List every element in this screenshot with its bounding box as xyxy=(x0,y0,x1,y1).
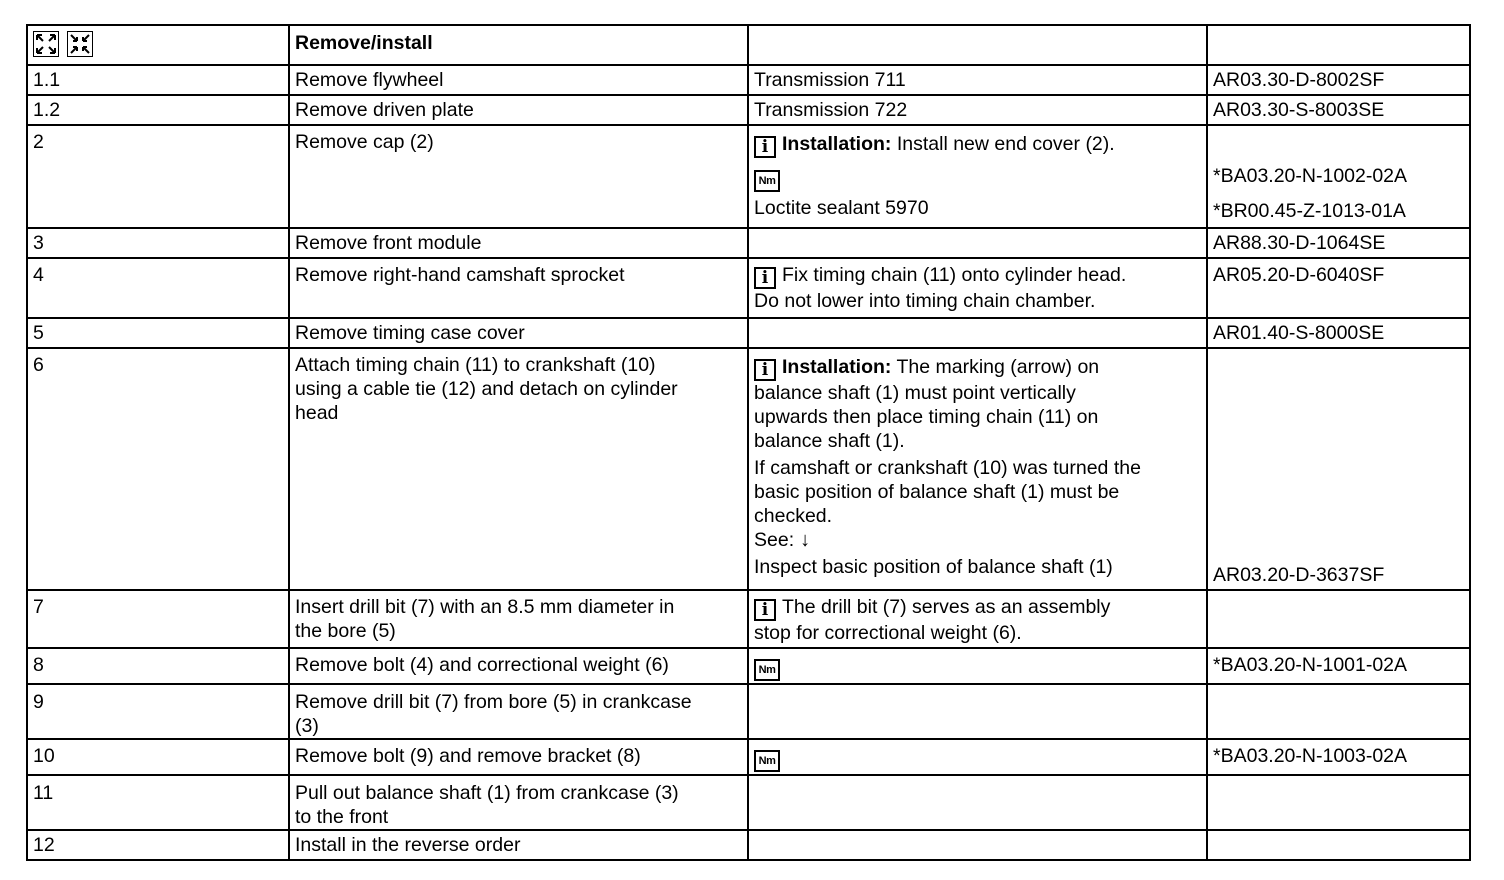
step-reference-cell xyxy=(1207,830,1470,860)
step-number: 7 xyxy=(27,590,289,648)
torque-nm-icon[interactable]: Nm xyxy=(754,170,780,192)
header-title: Remove/install xyxy=(289,25,748,65)
action-line: Pull out balance shaft (1) from crankcase (3) xyxy=(295,782,679,804)
step-note-cell xyxy=(748,258,1207,318)
table-row xyxy=(27,348,1470,590)
step-note xyxy=(748,318,1207,348)
step-reference-cell xyxy=(1207,775,1470,830)
info-icon: i xyxy=(754,267,776,289)
step-number: 6 xyxy=(27,348,289,590)
step-action: Remove front module xyxy=(289,228,748,258)
header-empty-cell xyxy=(748,25,1207,65)
header-empty-cell xyxy=(1207,25,1470,65)
table-row xyxy=(27,125,1470,228)
note-line: balance shaft (1) must point vertically xyxy=(754,382,1076,404)
note-line: checked. xyxy=(754,505,833,527)
step-reference-cell xyxy=(1207,590,1470,648)
step-note xyxy=(748,684,1207,739)
note-line: If camshaft or crankshaft (10) was turned the xyxy=(754,457,1141,479)
expand-icon[interactable] xyxy=(33,31,59,57)
step-action-cell xyxy=(289,775,748,830)
table-row xyxy=(27,775,1470,830)
note-line: stop for correctional weight (6). xyxy=(754,622,1022,644)
info-icon: i xyxy=(754,136,776,158)
step-action: Remove right-hand camshaft sprocket xyxy=(289,258,748,318)
step-reference-link[interactable]: AR03.20-D-3637SF xyxy=(1213,564,1385,586)
step-action: Remove timing case cover xyxy=(289,318,748,348)
step-action: Remove bolt (9) and remove bracket (8) xyxy=(289,739,748,775)
sealant-reference-link[interactable]: *BR00.45-Z-1013-01A xyxy=(1213,200,1406,222)
table-row xyxy=(27,648,1470,684)
step-note: Transmission 722 xyxy=(748,95,1207,125)
note-line: basic position of balance shaft (1) must be xyxy=(754,481,1120,503)
note-line: Do not lower into timing chain chamber. xyxy=(754,290,1096,312)
collapse-icon[interactable] xyxy=(67,31,93,57)
installation-label: Installation: xyxy=(782,133,892,155)
torque-reference-link[interactable]: *BA03.20-N-1002-02A xyxy=(1213,165,1408,187)
table-row xyxy=(27,830,1470,860)
action-line: Insert drill bit (7) with an 8.5 mm diameter in xyxy=(295,596,675,618)
step-note-cell xyxy=(748,739,1207,775)
note-line: balance shaft (1). xyxy=(754,430,905,452)
table-row xyxy=(27,318,1470,348)
note-line: The drill bit (7) serves as an assembly xyxy=(782,596,1111,618)
step-reference-cell xyxy=(1207,684,1470,739)
arrow-down-icon[interactable]: ↓ xyxy=(800,529,811,551)
step-reference-cell xyxy=(1207,348,1470,590)
step-action: Install in the reverse order xyxy=(289,830,748,860)
torque-nm-icon[interactable]: Nm xyxy=(754,750,780,772)
step-action-cell xyxy=(289,348,748,590)
inspect-text: Inspect basic position of balance shaft (1) xyxy=(754,556,1113,578)
table-row xyxy=(27,684,1470,739)
step-reference-link[interactable]: *BA03.20-N-1001-02A xyxy=(1207,648,1470,684)
step-action: Remove flywheel xyxy=(289,65,748,95)
step-note xyxy=(748,830,1207,860)
step-note-cell xyxy=(748,348,1207,590)
step-reference-cell xyxy=(1207,125,1470,228)
step-reference-link[interactable]: *BA03.20-N-1003-02A xyxy=(1207,739,1470,775)
step-note xyxy=(748,775,1207,830)
table-row xyxy=(27,739,1470,775)
installation-label: Installation: xyxy=(782,356,892,378)
step-note-cell xyxy=(748,125,1207,228)
procedure-table xyxy=(26,24,1471,861)
step-note-cell xyxy=(748,648,1207,684)
step-action-cell xyxy=(289,590,748,648)
table-row xyxy=(27,65,1470,95)
note-line: The marking (arrow) on xyxy=(891,356,1100,378)
action-line: head xyxy=(295,402,339,424)
step-reference-link[interactable]: AR03.30-D-8002SF xyxy=(1207,65,1470,95)
step-number: 12 xyxy=(27,830,289,860)
table-row xyxy=(27,258,1470,318)
table-header-row xyxy=(27,25,1470,65)
step-number: 3 xyxy=(27,228,289,258)
step-number: 4 xyxy=(27,258,289,318)
step-number: 8 xyxy=(27,648,289,684)
action-line: Remove drill bit (7) from bore (5) in crankcase xyxy=(295,691,692,713)
action-line: (3) xyxy=(295,715,319,737)
step-action: Remove bolt (4) and correctional weight (6) xyxy=(289,648,748,684)
table-row xyxy=(27,228,1470,258)
step-number: 11 xyxy=(27,775,289,830)
action-line: to the front xyxy=(295,806,389,828)
step-action: Remove driven plate xyxy=(289,95,748,125)
step-action-cell xyxy=(289,684,748,739)
note-line: Fix timing chain (11) onto cylinder head. xyxy=(782,264,1127,286)
step-number: 1.2 xyxy=(27,95,289,125)
step-number: 10 xyxy=(27,739,289,775)
step-reference-link[interactable]: AR03.30-S-8003SE xyxy=(1207,95,1470,125)
info-icon: i xyxy=(754,599,776,621)
step-reference-link[interactable]: AR05.20-D-6040SF xyxy=(1207,258,1470,318)
table-row xyxy=(27,95,1470,125)
header-icons-cell xyxy=(27,25,289,65)
info-icon: i xyxy=(754,359,776,381)
installation-text: Install new end cover (2). xyxy=(891,133,1115,155)
note-line: upwards then place timing chain (11) on xyxy=(754,406,1099,428)
action-line: using a cable tie (12) and detach on cylinder xyxy=(295,378,678,400)
torque-nm-icon[interactable]: Nm xyxy=(754,659,780,681)
step-reference-link[interactable]: AR01.40-S-8000SE xyxy=(1207,318,1470,348)
step-note-cell xyxy=(748,590,1207,648)
step-reference-link[interactable]: AR88.30-D-1064SE xyxy=(1207,228,1470,258)
action-line: the bore (5) xyxy=(295,620,396,642)
action-line: Attach timing chain (11) to crankshaft (10) xyxy=(295,354,656,376)
step-note xyxy=(748,228,1207,258)
table-row xyxy=(27,590,1470,648)
step-number: 1.1 xyxy=(27,65,289,95)
step-number: 2 xyxy=(27,125,289,228)
sealant-text: Loctite sealant 5970 xyxy=(754,197,929,219)
step-number: 5 xyxy=(27,318,289,348)
see-label: See: xyxy=(754,529,795,551)
step-action: Remove cap (2) xyxy=(289,125,748,228)
step-note: Transmission 711 xyxy=(748,65,1207,95)
step-number: 9 xyxy=(27,684,289,739)
